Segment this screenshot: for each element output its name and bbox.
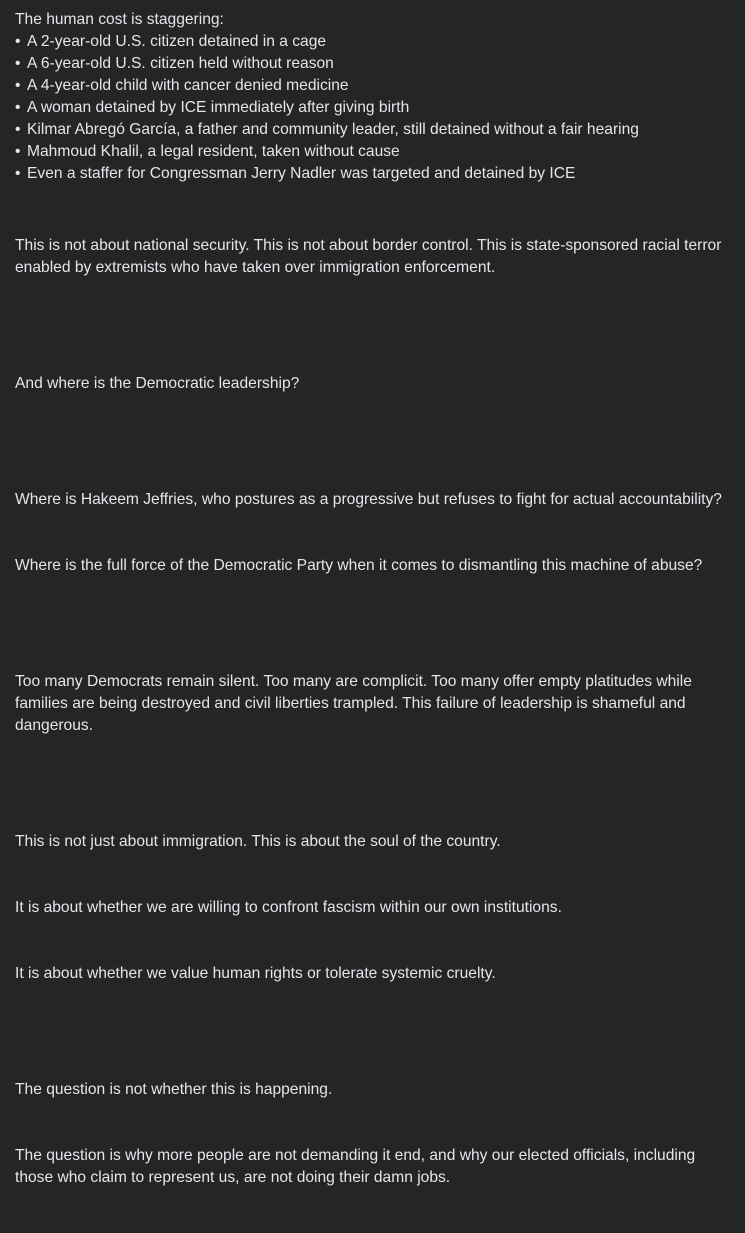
paragraph-national-security: This is not about national security. This is not about border control. This is state-sponsored racial terror enabled by extremists who have taken over immigration enforcement. [15,237,726,276]
list-item: • Even a staffer for Congressman Jerry Nadler was targeted and detained by ICE [15,163,735,185]
bullet-icon: • [15,143,21,160]
bullet-icon: • [15,121,21,138]
bullet-icon: • [15,99,21,116]
paragraph-leadership-question: And where is the Democratic leadership? [15,375,300,392]
list-item: • Mahmoud Khalil, a legal resident, taken without cause [15,141,735,163]
list-item: • A woman detained by ICE immediately after giving birth [15,97,735,119]
list-item: • A 2-year-old U.S. citizen detained in a cage [15,31,735,53]
list-item: • Kilmar Abregó García, a father and community leader, still detained without a fair hearing [15,119,735,141]
bullet-icon: • [15,55,21,72]
paragraph-where-is: Where is Hakeem Jeffries, who postures as a progressive but refuses to fight for actual accountability? Where is the full force of the Democratic Party when it comes to dismantling this machine of abuse? [15,491,722,574]
intro-text: The human cost is staggering: [15,11,224,28]
bullet-list [15,31,735,185]
paragraph-too-many: Too many Democrats remain silent. Too many are complicit. Too many offer empty platitudes while families are being destroyed and civil liberties trampled. This failure of leadership is shameful and dangerous. [15,673,697,734]
paragraph-the-question: The question is not whether this is happening. The question is why more people are not demanding it end, and why our elected officials, including those who claim to represent us, are not doing their damn jobs. [15,1081,700,1186]
bullet-icon: • [15,77,21,94]
paragraph-soul-of-country: This is not just about immigration. This is about the soul of the country. It is about whether we are willing to confront fascism within our own institutions. It is about whether we value human rights or tolerate systemic cruelty. [15,833,562,982]
list-item: • A 4-year-old child with cancer denied medicine [15,75,735,97]
list-item: • A 6-year-old U.S. citizen held without reason [15,53,735,75]
bullet-icon: • [15,165,21,182]
bullet-icon: • [15,33,21,50]
